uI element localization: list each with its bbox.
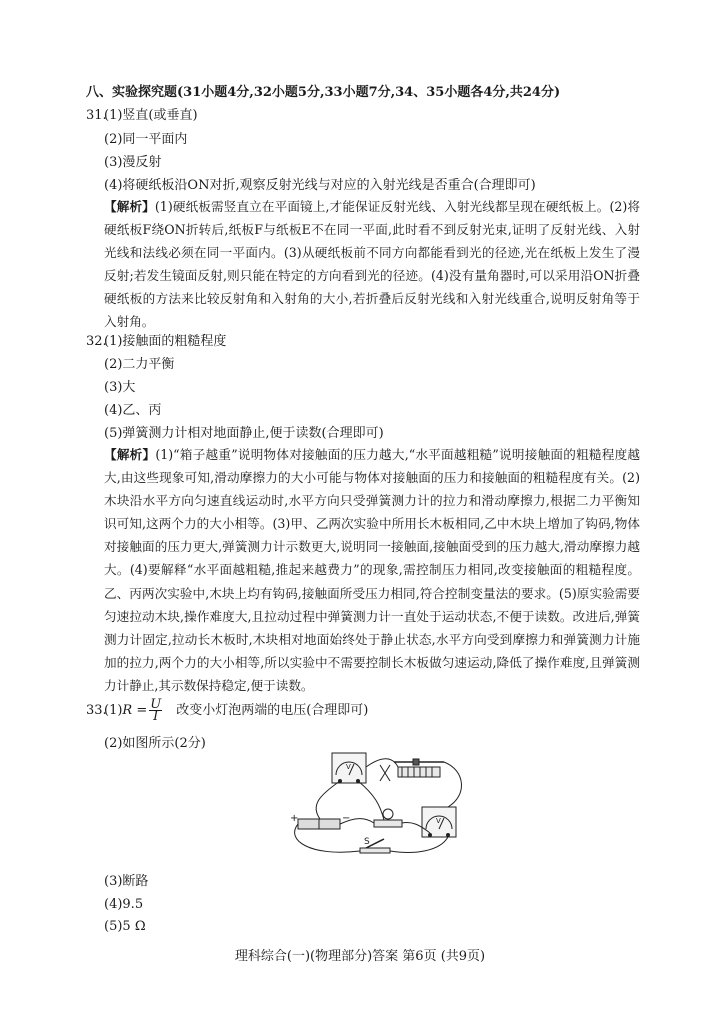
q33-number: 33. — [86, 703, 107, 718]
section-title: 八、实验探究题(31小题4分,32小题5分,33小题7分,34、35小题各4分,共24分) — [86, 85, 561, 100]
formula-lhs: R = — [122, 703, 148, 718]
q32-answer-2: (2)二力平衡 — [104, 357, 175, 372]
lamp — [383, 809, 393, 819]
q33-answer-2: (2)如图所示(2分) — [104, 736, 206, 751]
fraction-denominator: I — [153, 709, 159, 724]
analysis-label: 【解析】 — [104, 447, 156, 462]
top-meter-mark: V — [346, 763, 351, 771]
q31-answer-1: (1)竖直(或垂直) — [104, 108, 198, 123]
q33-a1-text: 改变小灯泡两端的电压(合理即可) — [176, 703, 369, 718]
q33-answer-4: (4)9.5 — [104, 897, 144, 912]
battery-plus: + — [290, 813, 299, 824]
q31-analysis-text: (1)硬纸板需竖直立在平面镜上,才能保证反射光线、入射光线都呈现在硬纸板上。(2)将硬纸板F绕ON折转后,纸板F与纸板E不在同一平面,此时看不到反射光束,证明了反射光线、入射光线和法线必须在同一平面内。(3)从硬纸板前不同方向都能看到光的径迹,光在纸板上发生了漫反射;若发生镜面反射,则只能在特定的方向看到光的径迹。(4)没有量角器时,可以采用沿ON折叠硬纸板的方法来比较反射角和入射角的大小,若折叠后反射光线和入射光线重合,说明反射角等于入射角。 — [104, 199, 641, 330]
q32-answer-5: (5)弹簧测力计相对地面静止,便于读数(合理即可) — [104, 426, 384, 441]
q33-answer-5: (5)5 Ω — [104, 919, 146, 934]
q31-analysis — [104, 195, 640, 334]
analysis-label: 【解析】 — [104, 199, 155, 214]
q31-answer-4: (4)将硬纸板沿ON对折,观察反射光线与对应的入射光线是否重合(合理即可) — [104, 178, 536, 193]
q32-number: 32. — [86, 334, 107, 349]
q33-answer-3: (3)断路 — [104, 874, 149, 889]
q33-a1-prefix: (1) — [104, 703, 123, 718]
battery-minus: − — [342, 813, 351, 824]
right-meter-mark: V — [436, 817, 441, 825]
rheostat — [398, 767, 440, 777]
formula-fraction — [149, 699, 162, 722]
q32-analysis — [104, 443, 640, 697]
page-footer: 理科综合(一)(物理部分)答案 第6页 (共9页) — [234, 949, 486, 964]
switch-label: S — [364, 837, 370, 847]
lamp-holder — [374, 820, 402, 827]
q32-answer-1: (1)接触面的粗糙程度 — [104, 334, 227, 349]
fraction-numerator: U — [150, 697, 162, 712]
q32-analysis-text: (1)“箱子越重”说明物体对接触面的压力越大,“水平面越粗糙”说明接触面的粗糙程度越大,由这些现象可知,滑动摩擦力的大小可能与物体对接触面的压力和接触面的粗糙程度有关。(2)木块沿水平方向匀速直线运动时,水平方向只受弹簧测力计的拉力和滑动摩擦力,根据二力平衡知识可知,这两个力的大小相等。(3)甲、乙两次实验中所用长木板相同,乙中木块上增加了钩码,物体对接触面的压力更大,弹簧测力计示数更大,说明同一接触面,接触面受到的压力越大,滑动摩擦力越大。(4)要解释“水平面越粗糙,推起来越费力”的现象,需控制压力相同,改变接触面的粗糙程度。乙、丙两次实验中,木块上均有钩码,接触面所受压力相同,符合控制变量法的要求。(5)原实验需要匀速拉动木块,操作难度大,且拉动过程中弹簧测力计一直处于运动状态,不便于读数。改进后,弹簧测力计固定,拉动长木板时,木块相对地面始终处于静止状态,水平方向受到摩擦力和弹簧测力计施加的拉力,两个力的大小相等,所以实验中不需要控制长木板做匀速运动,降低了操作难度,且弹簧测力计静止,其示数保持稳定,便于读数。 — [104, 447, 640, 693]
q32-answer-3: (3)大 — [104, 380, 136, 395]
q31-number: 31. — [86, 108, 107, 123]
q32-answer-4: (4)乙、丙 — [104, 403, 162, 418]
circuit-diagram — [280, 745, 475, 865]
q33-answer-1 — [104, 694, 368, 728]
q31-answer-2: (2)同一平面内 — [104, 132, 188, 147]
q31-answer-3: (3)漫反射 — [104, 155, 162, 170]
switch-base — [360, 848, 390, 853]
